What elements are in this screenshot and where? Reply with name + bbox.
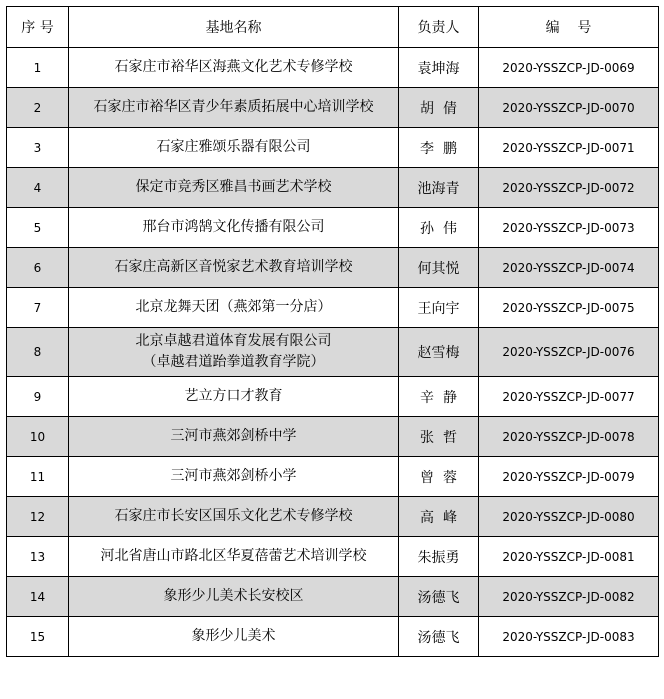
header-index: 序 号	[7, 7, 69, 48]
row-code: 2020-YSSZCP-JD-0069	[479, 48, 659, 88]
row-index: 6	[7, 248, 69, 288]
row-index: 11	[7, 457, 69, 497]
row-person: 袁坤海	[399, 48, 479, 88]
table-row	[7, 497, 659, 537]
row-code: 2020-YSSZCP-JD-0077	[479, 377, 659, 417]
row-index: 15	[7, 617, 69, 657]
table-row	[7, 417, 659, 457]
row-base-name	[69, 537, 399, 577]
base-name-line: 石家庄市裕华区海燕文化艺术专修学校	[114, 59, 353, 75]
row-code: 2020-YSSZCP-JD-0076	[479, 328, 659, 377]
row-base-name	[69, 168, 399, 208]
row-person: 汤德飞	[399, 577, 479, 617]
header-base-name: 基地名称	[69, 7, 399, 48]
table-row	[7, 88, 659, 128]
row-code: 2020-YSSZCP-JD-0072	[479, 168, 659, 208]
row-base-name	[69, 417, 399, 457]
base-name-line: 邢台市鸿鹄文化传播有限公司	[142, 219, 325, 235]
row-person: 高 峰	[399, 497, 479, 537]
table-row	[7, 377, 659, 417]
row-index: 5	[7, 208, 69, 248]
row-base-name	[69, 288, 399, 328]
row-person: 张 哲	[399, 417, 479, 457]
row-base-name	[69, 248, 399, 288]
row-base-name	[69, 48, 399, 88]
row-index: 4	[7, 168, 69, 208]
row-person: 王向宇	[399, 288, 479, 328]
table-row	[7, 288, 659, 328]
table-row	[7, 328, 659, 377]
row-code: 2020-YSSZCP-JD-0070	[479, 88, 659, 128]
row-base-name	[69, 377, 399, 417]
row-index: 13	[7, 537, 69, 577]
base-name-line: （卓越君道跆拳道教育学院）	[142, 354, 325, 370]
table-row	[7, 48, 659, 88]
row-person: 池海青	[399, 168, 479, 208]
row-code: 2020-YSSZCP-JD-0073	[479, 208, 659, 248]
row-index: 1	[7, 48, 69, 88]
base-name-line: 保定市竞秀区雅昌书画艺术学校	[135, 179, 332, 195]
table-row	[7, 457, 659, 497]
table-row	[7, 168, 659, 208]
base-name-line: 象形少儿美术	[191, 628, 276, 644]
row-base-name	[69, 328, 399, 377]
table-row	[7, 577, 659, 617]
row-code: 2020-YSSZCP-JD-0081	[479, 537, 659, 577]
table-row	[7, 208, 659, 248]
row-base-name	[69, 617, 399, 657]
base-name-line: 石家庄市裕华区青少年素质拓展中心培训学校	[93, 99, 374, 115]
table-row	[7, 248, 659, 288]
header-person: 负责人	[399, 7, 479, 48]
row-index: 10	[7, 417, 69, 457]
row-index: 12	[7, 497, 69, 537]
row-base-name	[69, 208, 399, 248]
row-person: 胡 倩	[399, 88, 479, 128]
base-name-line: 三河市燕郊剑桥小学	[170, 468, 297, 484]
base-name-line: 石家庄高新区音悦家艺术教育培训学校	[114, 259, 353, 275]
base-name-line: 石家庄市长安区国乐文化艺术专修学校	[114, 508, 353, 524]
base-name-line: 艺立方口才教育	[184, 388, 283, 404]
row-index: 9	[7, 377, 69, 417]
row-person: 朱振勇	[399, 537, 479, 577]
row-code: 2020-YSSZCP-JD-0078	[479, 417, 659, 457]
row-code: 2020-YSSZCP-JD-0080	[479, 497, 659, 537]
row-code: 2020-YSSZCP-JD-0083	[479, 617, 659, 657]
row-code: 2020-YSSZCP-JD-0082	[479, 577, 659, 617]
row-index: 8	[7, 328, 69, 377]
row-code: 2020-YSSZCP-JD-0079	[479, 457, 659, 497]
row-base-name	[69, 128, 399, 168]
row-base-name	[69, 497, 399, 537]
row-index: 14	[7, 577, 69, 617]
row-person: 汤德飞	[399, 617, 479, 657]
base-name-line: 象形少儿美术长安校区	[163, 588, 304, 604]
row-code: 2020-YSSZCP-JD-0071	[479, 128, 659, 168]
row-base-name	[69, 577, 399, 617]
row-person: 曾 蓉	[399, 457, 479, 497]
base-name-line: 北京卓越君道体育发展有限公司	[135, 333, 332, 349]
table-row	[7, 128, 659, 168]
row-index: 2	[7, 88, 69, 128]
row-person: 孙 伟	[399, 208, 479, 248]
base-list-table	[6, 6, 659, 657]
base-name-line: 河北省唐山市路北区华夏蓓蕾艺术培训学校	[100, 548, 367, 564]
table-header-row	[7, 7, 659, 48]
table-row	[7, 617, 659, 657]
row-person: 赵雪梅	[399, 328, 479, 377]
row-code: 2020-YSSZCP-JD-0074	[479, 248, 659, 288]
row-person: 辛 静	[399, 377, 479, 417]
base-name-line: 石家庄雅颂乐器有限公司	[156, 139, 311, 155]
base-name-line: 三河市燕郊剑桥中学	[170, 428, 297, 444]
row-base-name	[69, 88, 399, 128]
header-code: 编 号	[479, 7, 659, 48]
row-person: 何其悦	[399, 248, 479, 288]
row-code: 2020-YSSZCP-JD-0075	[479, 288, 659, 328]
row-index: 3	[7, 128, 69, 168]
base-name-line: 北京龙舞天团（燕郊第一分店）	[135, 299, 332, 315]
row-index: 7	[7, 288, 69, 328]
row-person: 李 鹏	[399, 128, 479, 168]
row-base-name	[69, 457, 399, 497]
table-row	[7, 537, 659, 577]
